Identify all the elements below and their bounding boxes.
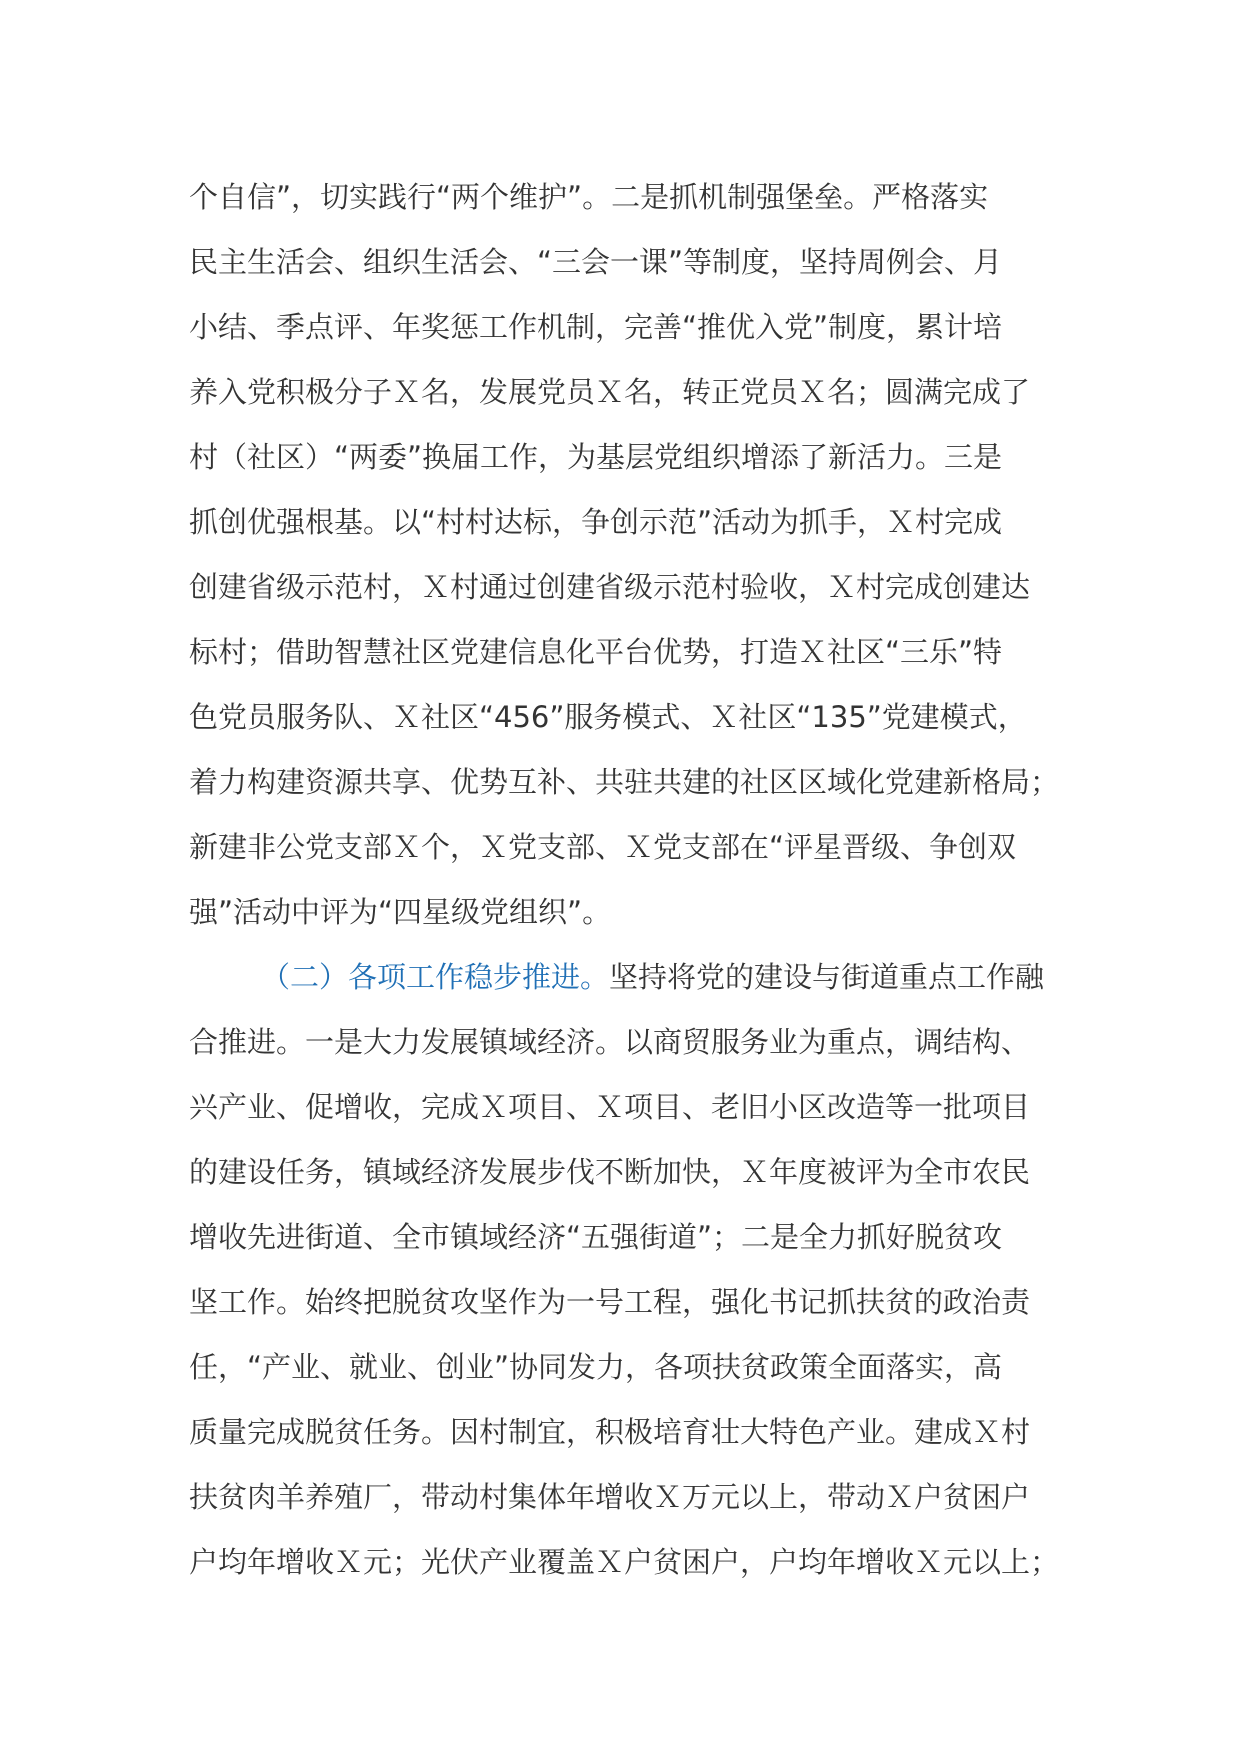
text-line: 着力构建资源共享、优势互补、共驻共建的社区区域化党建新格局； <box>189 765 1060 799</box>
text-line: 抓创优强根基。以“村村达标，争创示范”活动为抓手，Ｘ村完成 <box>189 505 1003 539</box>
text-line: 村（社区）“两委”换届工作，为基层党组织增添了新活力。三是 <box>189 440 1003 474</box>
section-heading-rest: 坚持将党的建设与街道重点工作融 <box>609 960 1045 994</box>
text-line: 合推进。一是大力发展镇域经济。以商贸服务业为重点，调结构、 <box>189 1025 1031 1059</box>
text-line: 增收先进街道、全市镇域经济“五强街道”；二是全力抓好脱贫攻 <box>189 1220 1003 1254</box>
text-line: 创建省级示范村，Ｘ村通过创建省级示范村验收，Ｘ村完成创建达 <box>189 570 1031 604</box>
document-body <box>189 165 1089 1595</box>
text-line: 养入党积极分子Ｘ名，发展党员Ｘ名，转正党员Ｘ名；圆满完成了 <box>189 375 1031 409</box>
text-line: 户均年增收Ｘ元；光伏产业覆盖Ｘ户贫困户，户均年增收Ｘ元以上； <box>189 1545 1060 1579</box>
text-line: 民主生活会、组织生活会、“三会一课”等制度，坚持周例会、月 <box>189 245 1003 279</box>
text-line: 的建设任务，镇域经济发展步伐不断加快，Ｘ年度被评为全市农民 <box>189 1155 1031 1189</box>
text-line: 色党员服务队、Ｘ社区“456”服务模式、Ｘ社区“135”党建模式， <box>189 700 1027 734</box>
text-line: 坚工作。始终把脱贫攻坚作为一号工程，强化书记抓扶贫的政治责 <box>189 1285 1031 1319</box>
text-line: 标村；借助智慧社区党建信息化平台优势，打造Ｘ社区“三乐”特 <box>189 635 1003 669</box>
text-line: 小结、季点评、年奖惩工作机制，完善“推优入党”制度，累计培 <box>189 310 1003 344</box>
text-line: 兴产业、促增收，完成Ｘ项目、Ｘ项目、老旧小区改造等一批项目 <box>189 1090 1031 1124</box>
text-line: 扶贫肉羊养殖厂，带动村集体年增收Ｘ万元以上，带动Ｘ户贫困户 <box>189 1480 1031 1514</box>
text-line: 任，“产业、就业、创业”协同发力，各项扶贫政策全面落实，高 <box>189 1350 1003 1384</box>
text-line: 强”活动中评为“四星级党组织”。 <box>189 895 612 929</box>
section-heading-line <box>189 945 1089 1010</box>
text-line: 个自信”，切实践行“两个维护”。二是抓机制强堡垒。严格落实 <box>189 180 989 214</box>
section-heading: （二）各项工作稳步推进。 <box>261 960 610 994</box>
text-line: 质量完成脱贫任务。因村制宜，积极培育壮大特色产业。建成Ｘ村 <box>189 1415 1031 1449</box>
text-line: 新建非公党支部Ｘ个，Ｘ党支部、Ｘ党支部在“评星晋级、争创双 <box>189 830 1017 864</box>
